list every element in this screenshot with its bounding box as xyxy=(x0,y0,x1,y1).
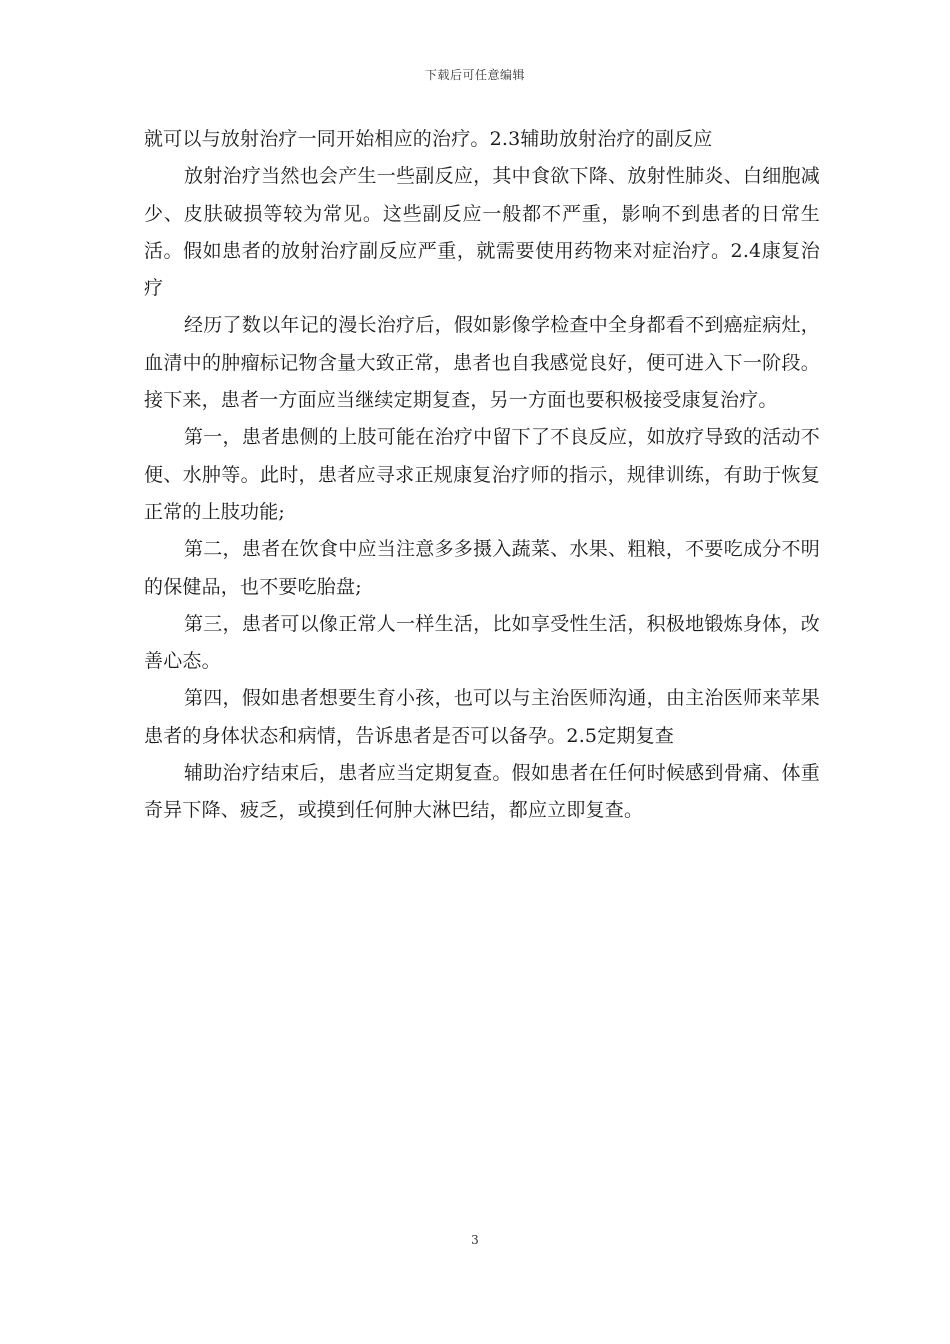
page-number: 3 xyxy=(471,1233,479,1247)
paragraph-7: 第四，假如患者想要生育小孩，也可以与主治医师沟通，由主治医师来苹果患者的身体状态和病情，告诉患者是否可以备孕。2.5定期复查 xyxy=(144,687,820,747)
paragraph-8: 辅助治疗结束后，患者应当定期复查。假如患者在任何时候感到骨痛、体重奇异下降、疲乏，或摸到任何肿大淋巴结，都应立即复查。 xyxy=(144,762,820,822)
paragraph-5: 第二，患者在饮食中应当注意多多摄入蔬菜、水果、粗粮，不要吃成分不明的保健品，也不要吃胎盘; xyxy=(144,538,820,598)
paragraph-3: 经历了数以年记的漫长治疗后，假如影像学检查中全身都看不到癌症病灶，血清中的肿瘤标记物含量大致正常，患者也自我感觉良好，便可进入下一阶段。接下来，患者一方面应当继续定期复查，另一方面也要积极接受康复治疗。 xyxy=(144,314,820,412)
document-body xyxy=(144,121,820,830)
paragraph-4: 第一，患者患侧的上肢可能在治疗中留下了不良反应，如放疗导致的活动不便、水肿等。此时，患者应寻求正规康复治疗师的指示，规律训练，有助于恢复正常的上肢功能; xyxy=(144,426,820,523)
page-header: 下载后可任意编辑 xyxy=(424,68,525,82)
paragraph-1: 就可以与放射治疗一同开始相应的治疗。2.3辅助放射治疗的副反应 xyxy=(144,128,713,150)
paragraph-6: 第三，患者可以像正常人一样生活，比如享受性生活，积极地锻炼身体，改善心态。 xyxy=(144,612,820,673)
paragraph-2: 放射治疗当然也会产生一些副反应，其中食欲下降、放射性肺炎、白细胞减少、皮肤破损等较为常见。这些副反应一般都不严重，影响不到患者的日常生活。假如患者的放射治疗副反应严重，就需要使用药物来对症治疗。2.4康复治疗 xyxy=(144,165,820,300)
